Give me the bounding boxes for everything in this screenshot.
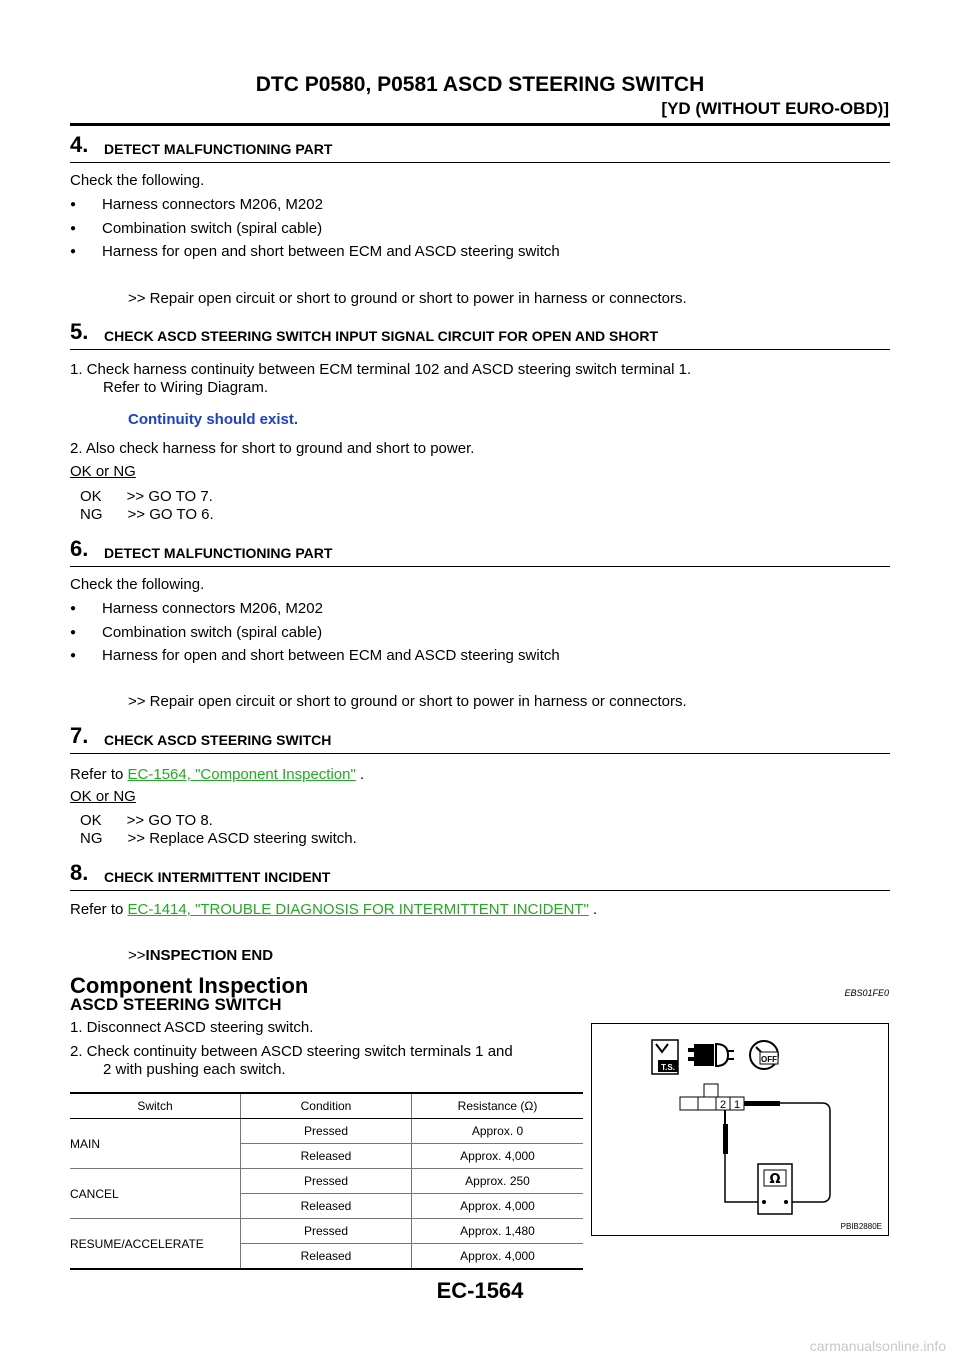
inspection-step-1: 1. Disconnect ASCD steering switch. (70, 1019, 314, 1036)
step-rule (70, 890, 890, 891)
connector-icon (688, 1044, 734, 1066)
spec-continuity: Continuity should exist. (128, 411, 299, 428)
bullet-item: ● Harness connectors M206, M202 (102, 600, 323, 618)
table-row (70, 1169, 583, 1194)
bullet-item: ● Harness connectors M206, M202 (102, 196, 323, 214)
inspection-step-2b: 2 with pushing each switch. (103, 1061, 286, 1078)
page-number: EC-1564 (436, 1278, 524, 1303)
resistance-cell: Approx. 4,000 (412, 1244, 584, 1270)
step-8-end (128, 947, 273, 965)
ng-branch: NG >> Replace ASCD steering switch. (80, 830, 357, 847)
step-7-heading (70, 723, 890, 751)
step-4-heading (70, 132, 890, 160)
switch-connector (680, 1084, 744, 1111)
inspection-step-2a: 2. Check continuity between ASCD steering switch terminals 1 and (70, 1043, 513, 1060)
step-rule (70, 162, 890, 163)
bullet-item: ● Combination switch (spiral cable) (102, 220, 322, 238)
switch-name: CANCEL (70, 1169, 241, 1219)
page-subtitle: [YD (WITHOUT EURO-OBD)] (661, 99, 889, 118)
step-4-intro: Check the following. (70, 172, 205, 189)
step-6-heading (70, 536, 890, 564)
step-5-heading (70, 319, 890, 347)
step-title: DETECT MALFUNCTIONING PART (104, 141, 333, 157)
condition-cell: Released (241, 1244, 412, 1270)
table-row (70, 1219, 583, 1244)
header-resistance: Resistance (Ω) (412, 1093, 584, 1119)
terminal-1: 1 (733, 1099, 741, 1111)
step-number: 4. (70, 132, 89, 157)
step-title: CHECK INTERMITTENT INCIDENT (104, 869, 331, 885)
step-6-intro: Check the following. (70, 576, 205, 593)
header-condition: Condition (241, 1093, 412, 1119)
resistance-table (70, 1092, 583, 1270)
ohmmeter (758, 1164, 792, 1214)
resistance-cell: Approx. 1,480 (412, 1219, 584, 1244)
terminal-2: 2 (719, 1099, 727, 1111)
step-5-line1: 1. Check harness continuity between ECM terminal 102 and ASCD steering switch terminal 1. (70, 361, 692, 378)
bullet-item: ● Harness for open and short between ECM and ASCD steering switch (102, 243, 560, 261)
step-title: CHECK ASCD STEERING SWITCH INPUT SIGNAL CIRCUIT FOR OPEN AND SHORT (104, 328, 659, 344)
step-title: CHECK ASCD STEERING SWITCH (104, 732, 332, 748)
bullet-item: ● Harness for open and short between ECM and ASCD steering switch (102, 647, 560, 665)
ts-icon (652, 1040, 678, 1074)
component-inspection-link[interactable]: EC-1564, "Component Inspection" (127, 766, 356, 783)
condition-cell: Pressed (241, 1169, 412, 1194)
condition-cell: Pressed (241, 1219, 412, 1244)
step-number: 8. (70, 860, 89, 885)
header-switch: Switch (70, 1093, 241, 1119)
bullet-item: ● Combination switch (spiral cable) (102, 624, 322, 642)
ok-branch: OK >> GO TO 7. (80, 488, 213, 505)
step-6-result: >> Repair open circuit or short to ground or short to power in harness or connectors. (128, 693, 687, 710)
condition-cell: Released (241, 1194, 412, 1219)
step-rule (70, 753, 890, 754)
step-8-heading (70, 860, 890, 888)
condition-cell: Pressed (241, 1119, 412, 1144)
subsection-heading: ASCD STEERING SWITCH (70, 995, 282, 1014)
page-title: DTC P0580, P0581 ASCD STEERING SWITCH (255, 73, 705, 96)
figure-code: PBIB2880E (840, 1222, 882, 1231)
resistance-cell: Approx. 0 (412, 1119, 584, 1144)
refer-tail: . (588, 901, 598, 918)
ohm-symbol: Ω (769, 1172, 781, 1187)
figure-drawing (592, 1024, 888, 1235)
table-header-row (70, 1093, 583, 1119)
ok-or-ng: OK or NG (70, 788, 136, 805)
step-7-refer (70, 766, 364, 784)
header-rule (70, 123, 890, 126)
step-number: 7. (70, 723, 89, 748)
refer-label: Refer to (70, 766, 124, 783)
watermark: carmanualsonline.info (809, 1338, 946, 1354)
step-rule (70, 566, 890, 567)
section-heading: Component Inspection (70, 973, 309, 998)
resistance-cell: Approx. 4,000 (412, 1194, 584, 1219)
ignition-off-icon (750, 1041, 778, 1069)
step-number: 5. (70, 319, 89, 344)
step-5-line2: 2. Also check harness for short to ground and short to power. (70, 440, 475, 457)
switch-name: RESUME/ACCELERATE (70, 1219, 241, 1270)
resistance-cell: Approx. 4,000 (412, 1144, 584, 1169)
step-number: 6. (70, 536, 89, 561)
resistance-cell: Approx. 250 (412, 1169, 584, 1194)
end-prefix: >> (128, 947, 146, 964)
end-label: INSPECTION END (145, 947, 274, 964)
intermittent-incident-link[interactable]: EC-1414, "TROUBLE DIAGNOSIS FOR INTERMITTENT INCIDENT" (127, 901, 589, 918)
step-5-line1b: Refer to Wiring Diagram. (103, 379, 269, 396)
table-row (70, 1119, 583, 1144)
section-code: EBS01FE0 (844, 988, 889, 998)
step-4-result: >> Repair open circuit or short to ground or short to power in harness or connectors. (128, 290, 687, 307)
ts-label: T.S. (661, 1063, 675, 1072)
switch-name: MAIN (70, 1119, 241, 1169)
step-8-refer (70, 901, 597, 919)
refer-label: Refer to (70, 901, 124, 918)
ng-branch: NG >> GO TO 6. (80, 506, 214, 523)
ok-or-ng: OK or NG (70, 463, 136, 480)
step-title: DETECT MALFUNCTIONING PART (104, 545, 333, 561)
ok-branch: OK >> GO TO 8. (80, 812, 213, 829)
inspection-figure (591, 1023, 889, 1236)
refer-tail: . (355, 766, 365, 783)
condition-cell: Released (241, 1144, 412, 1169)
off-label: OFF (761, 1055, 777, 1064)
step-rule (70, 349, 890, 350)
